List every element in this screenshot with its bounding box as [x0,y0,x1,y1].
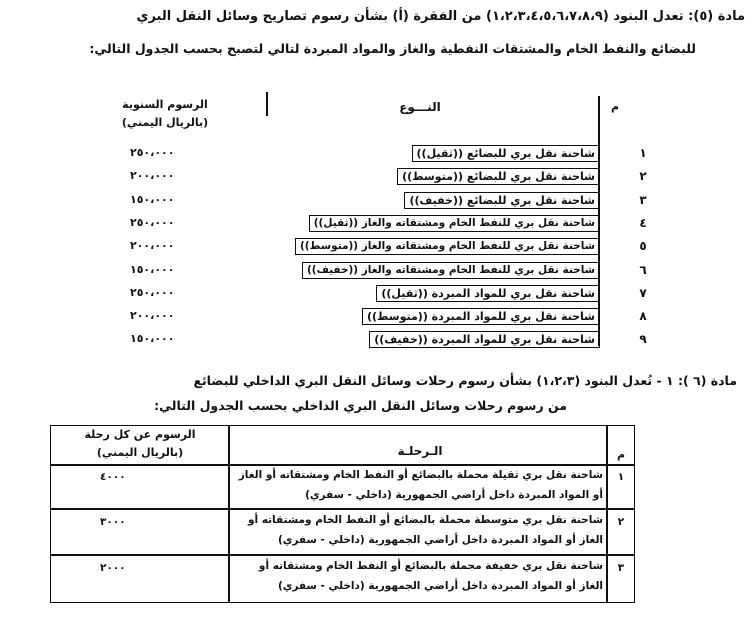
table1-row-number: ٨ [639,309,647,323]
table1-row [60,328,647,350]
table1-row [60,142,647,164]
table1-row-number: ٥ [639,239,647,253]
table2-row-number: ٣ [617,562,625,574]
table1-row-type: شاحنة نقل بري للبضائع ((متوسط)) [397,168,600,185]
table2-header-fee [60,426,220,462]
table2-row-trip-line2: أو المواد المبردة داخل أراضي الجمهورية (داخلي - سفري) [305,489,603,501]
table2-row2-bottom [50,554,635,556]
table2-row-trip-line2: الغاز أو المواد المبردة داخل أراضي الجمهورية (داخلي - سفري) [277,580,603,592]
table1-row-fee: ٢٠٠،٠٠٠ [130,309,175,322]
table2-row-number: ١ [617,471,625,483]
table1-header-fee-line1: الرسوم السنوية [122,98,208,111]
table1-row-number: ٦ [639,263,647,277]
article6-intro-line1: مادة (٦ ): ١ - تُعدل البنود (١،٢،٣) بشأن رسوم رحلات وسائل النقل البري الداخلي للبضائع [193,373,737,388]
table1-row-type: شاحنة نقل بري للنفط الخام ومشتقاته والغاز ((متوسط)) [295,238,600,255]
table2-row1-bottom [50,508,635,510]
article6-intro-line2: من رسوم رحلات وسائل النقل البري الداخلي بحسب الجدول التالي: [154,398,567,413]
table2-header-number: م [616,448,626,461]
table1-row-fee: ١٥٠،٠٠٠ [130,193,175,206]
table2-row-number: ٢ [617,516,625,528]
table2-row-trip-line2: الغاز أو المواد المبردة داخل أراضي الجمهورية (داخلي - سفري) [277,534,603,546]
table2-row-trip-line1: شاحنة نقل بري ثقيلة محملة بالبضائع أو النفط الخام ومشتقاته أو الغاز [238,469,603,481]
table1-header-fee-line2: (بالريال اليمني) [121,116,209,129]
table1-row-fee: ٢٥٠،٠٠٠ [130,216,175,229]
table1-row-type: شاحنة نقل بري للمواد المبردة ((متوسط)) [362,308,600,325]
article5-intro-line2: للبضائع والنفط الخام والمشتقات النفطية والغاز والمواد المبردة لتالي لتصبح بحسب الجدول التالي: [89,41,696,56]
table2-row-trip-line1: شاحنة نقل بري خفيفة محملة بالبضائع أو النفط الخام ومشتقاته أو [258,560,603,572]
table1-row [60,305,647,327]
table1-row-type: شاحنة نقل بري للمواد المبردة ((ثقيل)) [376,285,600,302]
article5-intro-line1: مادة (٥): تعدل البنود (١،٢،٣،٤،٥،٦،٧،٨،٩) من الفقرة (أ) بشأن رسوم تصاريح وسائل النقل البري [136,9,745,24]
table2-header-fee-line2: (بالريال اليمني) [96,446,184,459]
table1-row-type: شاحنة نقل بري للنفط الخام ومشتقاته والغاز ((ثقيل)) [309,215,600,232]
table1-row-number: ٤ [639,216,647,230]
table2-header-trip: الـرحلـة [397,444,443,458]
table1-row [60,235,647,257]
table1-row-fee: ٢٠٠،٠٠٠ [130,239,175,252]
table1-row-number: ٢ [639,169,647,183]
table1-header-type: النـــوع [399,100,441,114]
table2-header-fee-line1: الرسوم عن كل رحلة [84,428,196,441]
table1-row-fee: ٢٠٠،٠٠٠ [130,169,175,182]
table2-row-trip-line1: شاحنة نقل بري متوسطة محملة بالبضائع أو النفط الخام ومشتقاته أو [247,514,603,526]
table1-row [60,259,647,281]
table2-row-fee: ٢٠٠٠ [100,562,126,574]
table1-header-number: م [610,100,620,113]
table1-row-number: ٩ [639,332,647,346]
table1-row [60,212,647,234]
table1-header-fee [100,96,230,132]
table1-row [60,189,647,211]
table1-row-type: شاحنة نقل بري للبضائع ((ثقيل)) [412,145,600,162]
table1-divider-fee [266,92,268,116]
table2-row-fee: ٣٠٠٠ [100,516,126,528]
table1-row-fee: ٢٥٠،٠٠٠ [130,146,175,159]
table1-row-type: شاحنة نقل بري للمواد المبردة ((خفيف)) [369,331,600,348]
table1-row-number: ١ [639,146,647,160]
table2-col-fee [228,425,230,603]
table1-row-type: شاحنة نقل بري للنفط الخام ومشتقاته والغاز ((خفيف)) [302,262,600,279]
table1-row-number: ٣ [639,193,647,207]
table1-row-fee: ٢٥٠،٠٠٠ [130,286,175,299]
table1-row-type: شاحنة نقل بري للبضائع ((خفيف)) [404,192,600,209]
table1-row [60,165,647,187]
table2-row-fee: ٤٠٠٠ [100,471,126,483]
table1-row [60,282,647,304]
table1-row-fee: ١٥٠،٠٠٠ [130,263,175,276]
table1-row-fee: ١٥٠،٠٠٠ [130,332,175,345]
table1-row-number: ٧ [639,286,647,300]
